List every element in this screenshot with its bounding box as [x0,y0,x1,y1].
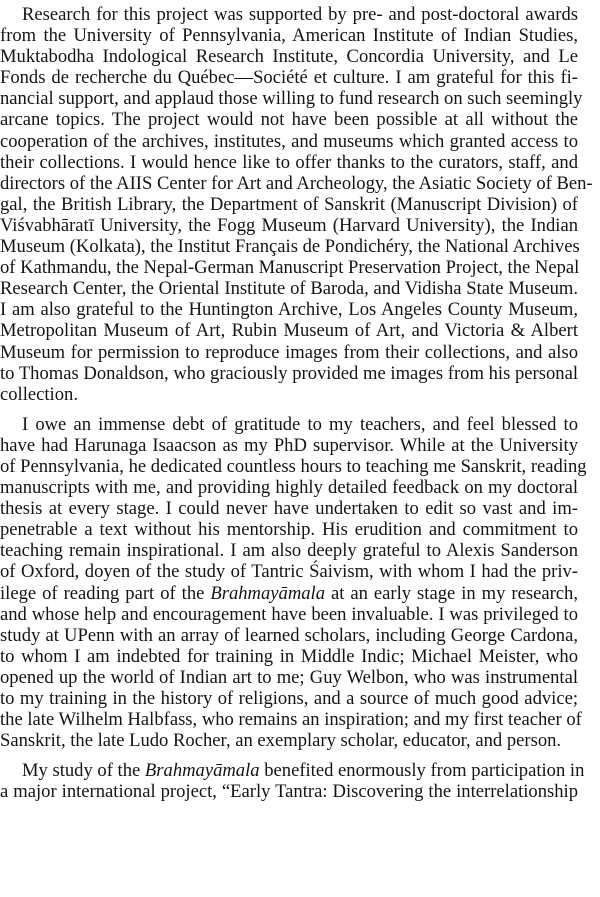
text-line: Fonds de recherche du Québec—Société et culture. I am grateful for this fi- [0,67,578,89]
text-line: arcane topics. The project would not have been possible at all without the [0,109,578,131]
text-line: have had Harunaga Isaacson as my PhD supervisor. While at the University [0,434,578,456]
text-line: their collections. I would hence like to offer thanks to the curators, staff, and [0,151,578,173]
text-line: Muktabodha Indological Research Institute, Concordia University, and Le [0,46,578,68]
text-line: manuscripts with me, and providing highly detailed feedback on my doctoral [0,477,578,499]
paragraph-2 [0,413,587,752]
text-line: a major international project, “Early Tantra: Discovering the interrelationship [0,781,578,803]
paragraph-1 [0,4,593,405]
text-line: the late Wilhelm Halbfass, who remains an inspiration; and my first teacher of [0,709,582,731]
text-line: thesis at every stage. I could never have undertaken to edit so vast and im- [0,498,578,520]
text-line: I owe an immense debt of gratitude to my teachers, and feel blessed to [22,413,578,435]
text-line: to Thomas Donaldson, who graciously provided me images from his personal [0,362,578,384]
text-line: penetrable a text without his mentorship. His erudition and commitment to [0,519,578,541]
text-line: Viśvabhāratī University, the Fogg Museum (Harvard University), the Indian [0,214,578,236]
paragraph-3 [0,760,585,803]
text-line: collection. [0,383,78,405]
text-line: of Kathmandu, the Nepal-German Manuscript Preservation Project, the Nepal [0,257,580,279]
text-line: from the University of Pennsylvania, American Institute of Indian Studies, [0,25,578,47]
text-line: of Oxford, doyen of the study of Tantric Śaivism, with whom I had the priv- [0,561,578,583]
text-line: study at UPenn with an array of learned scholars, including George Cardona, [0,624,578,646]
text-line: Research for this project was supported by pre- and post-doctoral awards [22,4,578,25]
text-line: ilege of reading part of the Brahmayāmala at an early stage in my research, [0,582,578,604]
text-line: I am also grateful to the Huntington Archive, Los Angeles County Museum, [0,299,578,321]
text-line: opened up the world of Indian art to me; Guy Welbon, who was instrumental [0,666,578,688]
text-line: teaching remain inspirational. I am also deeply grateful to Alexis Sanderson [0,540,578,562]
text-line: Research Center, the Oriental Institute of Baroda, and Vidisha State Museum. [0,278,578,300]
text-line: of Pennsylvania, he dedicated countless hours to teaching me Sanskrit, reading [0,455,587,477]
text-line: cooperation of the archives, institutes, and museums which granted access to [0,130,578,152]
text-line: Metropolitan Museum of Art, Rubin Museum of Art, and Victoria & Albert [0,320,578,342]
text-line: to whom I am indebted for training in Middle Indic; Michael Meister, who [0,645,578,667]
text-line: My study of the Brahmayāmala benefited enormously from participation in [22,760,585,782]
body-text [0,4,593,803]
text-line: directors of the AIIS Center for Art and Archeology, the Asiatic Society of Ben- [0,172,593,194]
text-line: to my training in the history of religions, and a source of much good advice; [0,688,578,709]
text-line: nancial support, and applaud those willing to fund research on such seemingly [0,88,583,110]
text-line: Sanskrit, the late Ludo Rocher, an exemplary scholar, educator, and person. [0,730,562,752]
text-line: Museum for permission to reproduce images from their collections, and also [0,341,578,363]
italic-title: Brahmayāmala [144,760,260,782]
italic-title: Brahmayāmala [210,582,326,604]
text-line: and whose help and encouragement have been invaluable. I was privileged to [0,603,578,625]
text-line: gal, the British Library, the Department of Sanskrit (Manuscript Division) of [0,193,578,215]
text-line: Museum (Kolkata), the Institut Français de Pondichéry, the National Archives [0,236,580,258]
